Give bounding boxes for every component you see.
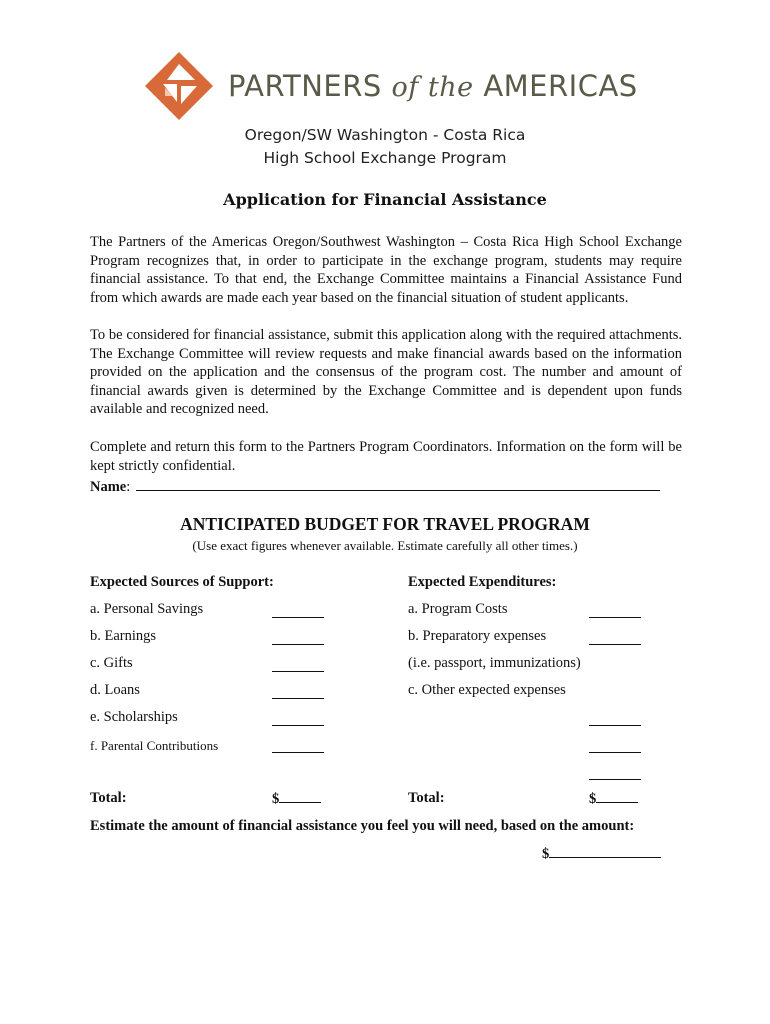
loans-field[interactable] <box>272 697 324 699</box>
program-region: Oregon/SW Washington - Costa Rica <box>244 126 526 144</box>
program-name: High School Exchange Program <box>263 149 507 167</box>
personal-savings-field[interactable] <box>272 616 324 618</box>
preparatory-expenses-field[interactable] <box>589 643 641 645</box>
source-scholarships: e. Scholarships <box>90 709 178 725</box>
expenditures-total: $ <box>589 790 638 808</box>
other-expense-field-2[interactable] <box>589 751 641 753</box>
parental-contributions-field[interactable] <box>272 751 324 753</box>
budget-note: (Use exact figures whenever available. Estimate carefully all other times.) <box>192 538 578 553</box>
sources-total: $ <box>272 790 321 808</box>
page-title: Application for Financial Assistance <box>223 190 547 209</box>
expenditures-total-field[interactable] <box>596 790 638 803</box>
other-expense-field-3[interactable] <box>589 778 641 780</box>
program-costs-field[interactable] <box>589 616 641 618</box>
source-personal-savings: a. Personal Savings <box>90 601 204 617</box>
estimate-prompt: Estimate the amount of financial assistance you feel you will need, based on the amount: <box>90 818 635 834</box>
partners-logo-mark-icon <box>143 50 215 122</box>
name-row: Name: <box>90 476 660 496</box>
name-field[interactable] <box>136 476 660 491</box>
other-expense-field-1[interactable] <box>589 724 641 726</box>
expense-preparatory-note: (i.e. passport, immunizations) <box>408 655 581 671</box>
name-label: Name <box>90 479 127 495</box>
scholarships-field[interactable] <box>272 724 324 726</box>
source-gifts: c. Gifts <box>90 655 133 671</box>
partners-logo <box>143 50 643 122</box>
sources-total-label: Total: <box>90 790 127 806</box>
source-earnings: b. Earnings <box>90 628 157 644</box>
gifts-field[interactable] <box>272 670 324 672</box>
intro-paragraph-1: The Partners of the Americas Oregon/Southwest Washington – Costa Rica High School Exchange Program recognizes that, in order to participate in the exchange program, students may require financial assistance. To that end, the Exchange Committee maintains a Financial Assistance Fund from which awards are made each year based on the financial situation of student applicants. <box>90 234 682 306</box>
expense-other: c. Other expected expenses <box>408 682 566 698</box>
estimate-amount-field[interactable] <box>549 845 661 858</box>
expenditures-total-label: Total: <box>408 790 445 806</box>
earnings-field[interactable] <box>272 643 324 645</box>
expenditures-heading: Expected Expenditures: <box>408 574 557 590</box>
sources-heading: Expected Sources of Support: <box>90 574 274 590</box>
source-loans: d. Loans <box>90 682 140 698</box>
source-parental-contributions: f. Parental Contributions <box>90 738 219 753</box>
expense-program-costs: a. Program Costs <box>408 601 508 617</box>
expense-preparatory: b. Preparatory expenses <box>408 628 547 644</box>
estimate-amount: $ <box>542 845 661 863</box>
budget-heading: ANTICIPATED BUDGET FOR TRAVEL PROGRAM <box>180 514 590 534</box>
partners-logo-wordmark: PARTNERS of the AMERICAS <box>228 69 638 103</box>
sources-total-field[interactable] <box>279 790 321 803</box>
intro-paragraph-2: To be considered for financial assistance, submit this application along with the required attachments. The Exchange Committee will review requests and make financial awards based on the information provided on the application and the consensus of the program cost. The number and amount of financial awards given is determined by the Exchange Committee and is dependent upon funds available and recognized need. <box>90 327 682 417</box>
intro-paragraph-3: Complete and return this form to the Partners Program Coordinators. Information on the form will be kept strictly confidential. <box>90 439 682 474</box>
